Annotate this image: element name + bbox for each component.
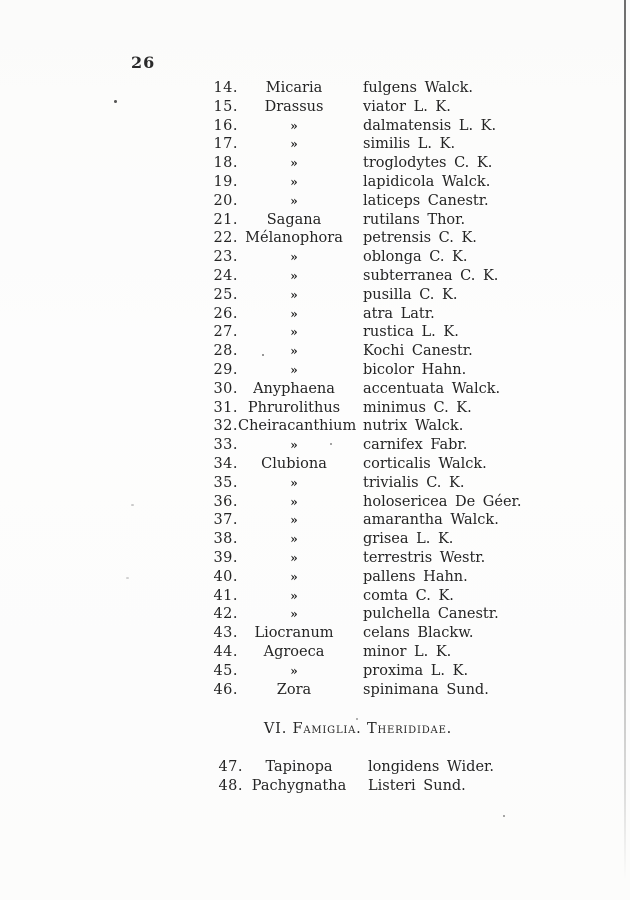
- table-row: [162, 323, 522, 342]
- species-name: comta C. K.: [363, 587, 454, 604]
- row-number: 35.: [213, 474, 238, 491]
- genus-name: »: [290, 174, 298, 189]
- row-number: 23.: [213, 249, 238, 266]
- genus-name: Drassus: [264, 98, 324, 115]
- species-list-therididae: [167, 758, 494, 796]
- table-row: [167, 758, 494, 777]
- species-name: viator L. K.: [363, 98, 451, 115]
- row-number: 33.: [213, 437, 238, 454]
- row-number: 24.: [213, 267, 238, 284]
- table-row: [162, 587, 522, 606]
- table-row: [162, 211, 522, 230]
- species-name: minor L. K.: [363, 643, 452, 660]
- row-number: 38.: [213, 531, 238, 548]
- species-name: carnifex Fabr.: [363, 437, 468, 454]
- species-name: petrensis C. K.: [363, 230, 477, 247]
- row-number: 21.: [213, 211, 238, 228]
- row-number: 17.: [213, 136, 238, 153]
- genus-name: »: [290, 118, 298, 133]
- genus-name: »: [290, 550, 298, 565]
- species-name: rutilans Thor.: [363, 211, 466, 228]
- table-row: [162, 361, 522, 380]
- genus-name: Mélanophora: [245, 230, 343, 247]
- row-number: 22.: [213, 230, 238, 247]
- genus-name: »: [290, 325, 298, 340]
- row-number: 20.: [213, 192, 238, 209]
- species-name: nutrix Walck.: [363, 418, 464, 435]
- ink-speck: [503, 815, 505, 817]
- genus-name: »: [290, 588, 298, 603]
- row-number: 39.: [213, 549, 238, 566]
- table-row: [162, 474, 522, 493]
- table-row: [162, 681, 522, 700]
- table-row: [162, 286, 522, 305]
- genus-name: »: [290, 268, 298, 283]
- row-number: 37.: [213, 512, 238, 529]
- species-name: corticalis Walck.: [363, 455, 487, 472]
- genus-name: Anyphaena: [253, 380, 335, 397]
- row-number: 29.: [213, 361, 238, 378]
- row-number: 44.: [213, 643, 238, 660]
- species-name: holosericea De Géer.: [363, 493, 522, 510]
- genus-name: Phrurolithus: [247, 399, 341, 416]
- genus-name: »: [290, 137, 298, 152]
- row-number: 45.: [213, 662, 238, 679]
- genus-name: Cheiracanthium: [238, 418, 357, 435]
- genus-name: »: [290, 513, 298, 528]
- table-row: [162, 79, 522, 98]
- genus-name: »: [290, 438, 298, 453]
- genus-name: »: [290, 475, 298, 490]
- row-number: 41.: [213, 587, 238, 604]
- row-number: 40.: [213, 568, 238, 585]
- ink-speck: [131, 504, 134, 506]
- table-row: [162, 229, 522, 248]
- ink-speck: [330, 443, 332, 445]
- genus-name: »: [290, 287, 298, 302]
- species-name: accentuata Walck.: [363, 380, 501, 397]
- genus-name: »: [290, 306, 298, 321]
- row-number: 31.: [213, 399, 238, 416]
- row-number: 30.: [213, 380, 238, 397]
- species-name: longidens Wider.: [368, 759, 494, 775]
- genus-name: »: [290, 494, 298, 509]
- genus-name: »: [290, 569, 298, 584]
- page-edge-line: [624, 0, 626, 880]
- genus-name: Zora: [276, 681, 312, 698]
- table-row: [167, 777, 494, 796]
- species-name: troglodytes C. K.: [363, 155, 493, 172]
- table-row: [162, 154, 522, 173]
- genus-name: Agroeca: [263, 643, 325, 660]
- row-number: 16.: [213, 117, 238, 134]
- genus-name: »: [290, 362, 298, 377]
- species-name: pulchella Canestr.: [363, 606, 499, 623]
- species-name: oblonga C. K.: [363, 249, 468, 266]
- table-row: [162, 568, 522, 587]
- row-number: 25.: [213, 286, 238, 303]
- ink-speck: [356, 718, 358, 720]
- table-row: [162, 511, 522, 530]
- species-name: amarantha Walck.: [363, 512, 499, 529]
- table-row: [162, 98, 522, 117]
- genus-name: Micaria: [265, 80, 323, 96]
- species-name: fulgens Walck.: [363, 80, 474, 96]
- genus-name: »: [290, 193, 298, 208]
- row-number: 43.: [213, 625, 238, 642]
- table-row: [162, 399, 522, 418]
- genus-name: Clubiona: [261, 455, 327, 472]
- row-number: 48.: [218, 778, 243, 794]
- row-number: 18.: [213, 155, 238, 172]
- table-row: [162, 455, 522, 474]
- ink-speck: [114, 100, 117, 103]
- species-name: subterranea C. K.: [363, 267, 499, 284]
- genus-name: »: [290, 344, 298, 359]
- row-number: 19.: [213, 173, 238, 190]
- table-row: [162, 248, 522, 267]
- table-row: [162, 192, 522, 211]
- table-row: [162, 305, 522, 324]
- genus-name: Pachygnatha: [251, 778, 347, 794]
- species-name: dalmatensis L. K.: [363, 117, 497, 134]
- row-number: 26.: [213, 305, 238, 322]
- row-number: 27.: [213, 324, 238, 341]
- table-row: [162, 493, 522, 512]
- genus-name: »: [290, 532, 298, 547]
- genus-name: »: [290, 607, 298, 622]
- table-row: [162, 643, 522, 662]
- table-row: [162, 173, 522, 192]
- row-number: 36.: [213, 493, 238, 510]
- row-number: 42.: [213, 606, 238, 623]
- species-name: bicolor Hahn.: [363, 361, 467, 378]
- table-row: [162, 662, 522, 681]
- table-row: [162, 342, 522, 361]
- species-list: [162, 79, 522, 699]
- species-name: laticeps Canestr.: [363, 192, 489, 209]
- row-number: 28.: [213, 343, 238, 360]
- row-number: 46.: [213, 681, 238, 698]
- genus-name: »: [290, 663, 298, 678]
- page-number: 26: [131, 53, 156, 72]
- species-name: terrestris Westr.: [363, 549, 486, 566]
- table-row: [162, 624, 522, 643]
- table-row: [162, 380, 522, 399]
- row-number: 32.: [213, 418, 238, 435]
- species-name: similis L. K.: [363, 136, 456, 153]
- species-name: rustica L. K.: [363, 324, 459, 341]
- species-name: spinimana Sund.: [363, 681, 489, 698]
- species-name: celans Blackw.: [363, 625, 474, 642]
- table-row: [162, 549, 522, 568]
- species-name: atra Latr.: [363, 305, 435, 322]
- row-number: 15.: [213, 98, 238, 115]
- ink-speck: [126, 577, 129, 579]
- species-name: grisea L. K.: [363, 531, 454, 548]
- genus-name: Sagana: [266, 211, 322, 228]
- species-name: pusilla C. K.: [363, 286, 458, 303]
- species-name: proxima L. K.: [363, 662, 469, 679]
- table-row: [162, 530, 522, 549]
- row-number: 14.: [213, 80, 238, 96]
- genus-name: »: [290, 250, 298, 265]
- table-row: [162, 436, 522, 455]
- row-number: 34.: [213, 455, 238, 472]
- table-row: [162, 605, 522, 624]
- table-row: [162, 267, 522, 286]
- table-row: [162, 135, 522, 154]
- species-name: lapidicola Walck.: [363, 173, 491, 190]
- species-name: pallens Hahn.: [363, 568, 468, 585]
- genus-name: Liocranum: [254, 625, 334, 642]
- species-name: Listeri Sund.: [368, 778, 466, 794]
- row-number: 47.: [218, 759, 243, 775]
- species-name: minimus C. K.: [363, 399, 472, 416]
- genus-name: »: [290, 156, 298, 171]
- species-name: Kochi Canestr.: [363, 343, 473, 360]
- table-row: [162, 117, 522, 136]
- table-row: [162, 417, 522, 436]
- species-name: trivialis C. K.: [363, 474, 465, 491]
- ink-speck: [262, 354, 264, 356]
- genus-name: Tapinopa: [265, 759, 333, 775]
- section-header: VI. Famiglia. Therididae.: [263, 721, 453, 737]
